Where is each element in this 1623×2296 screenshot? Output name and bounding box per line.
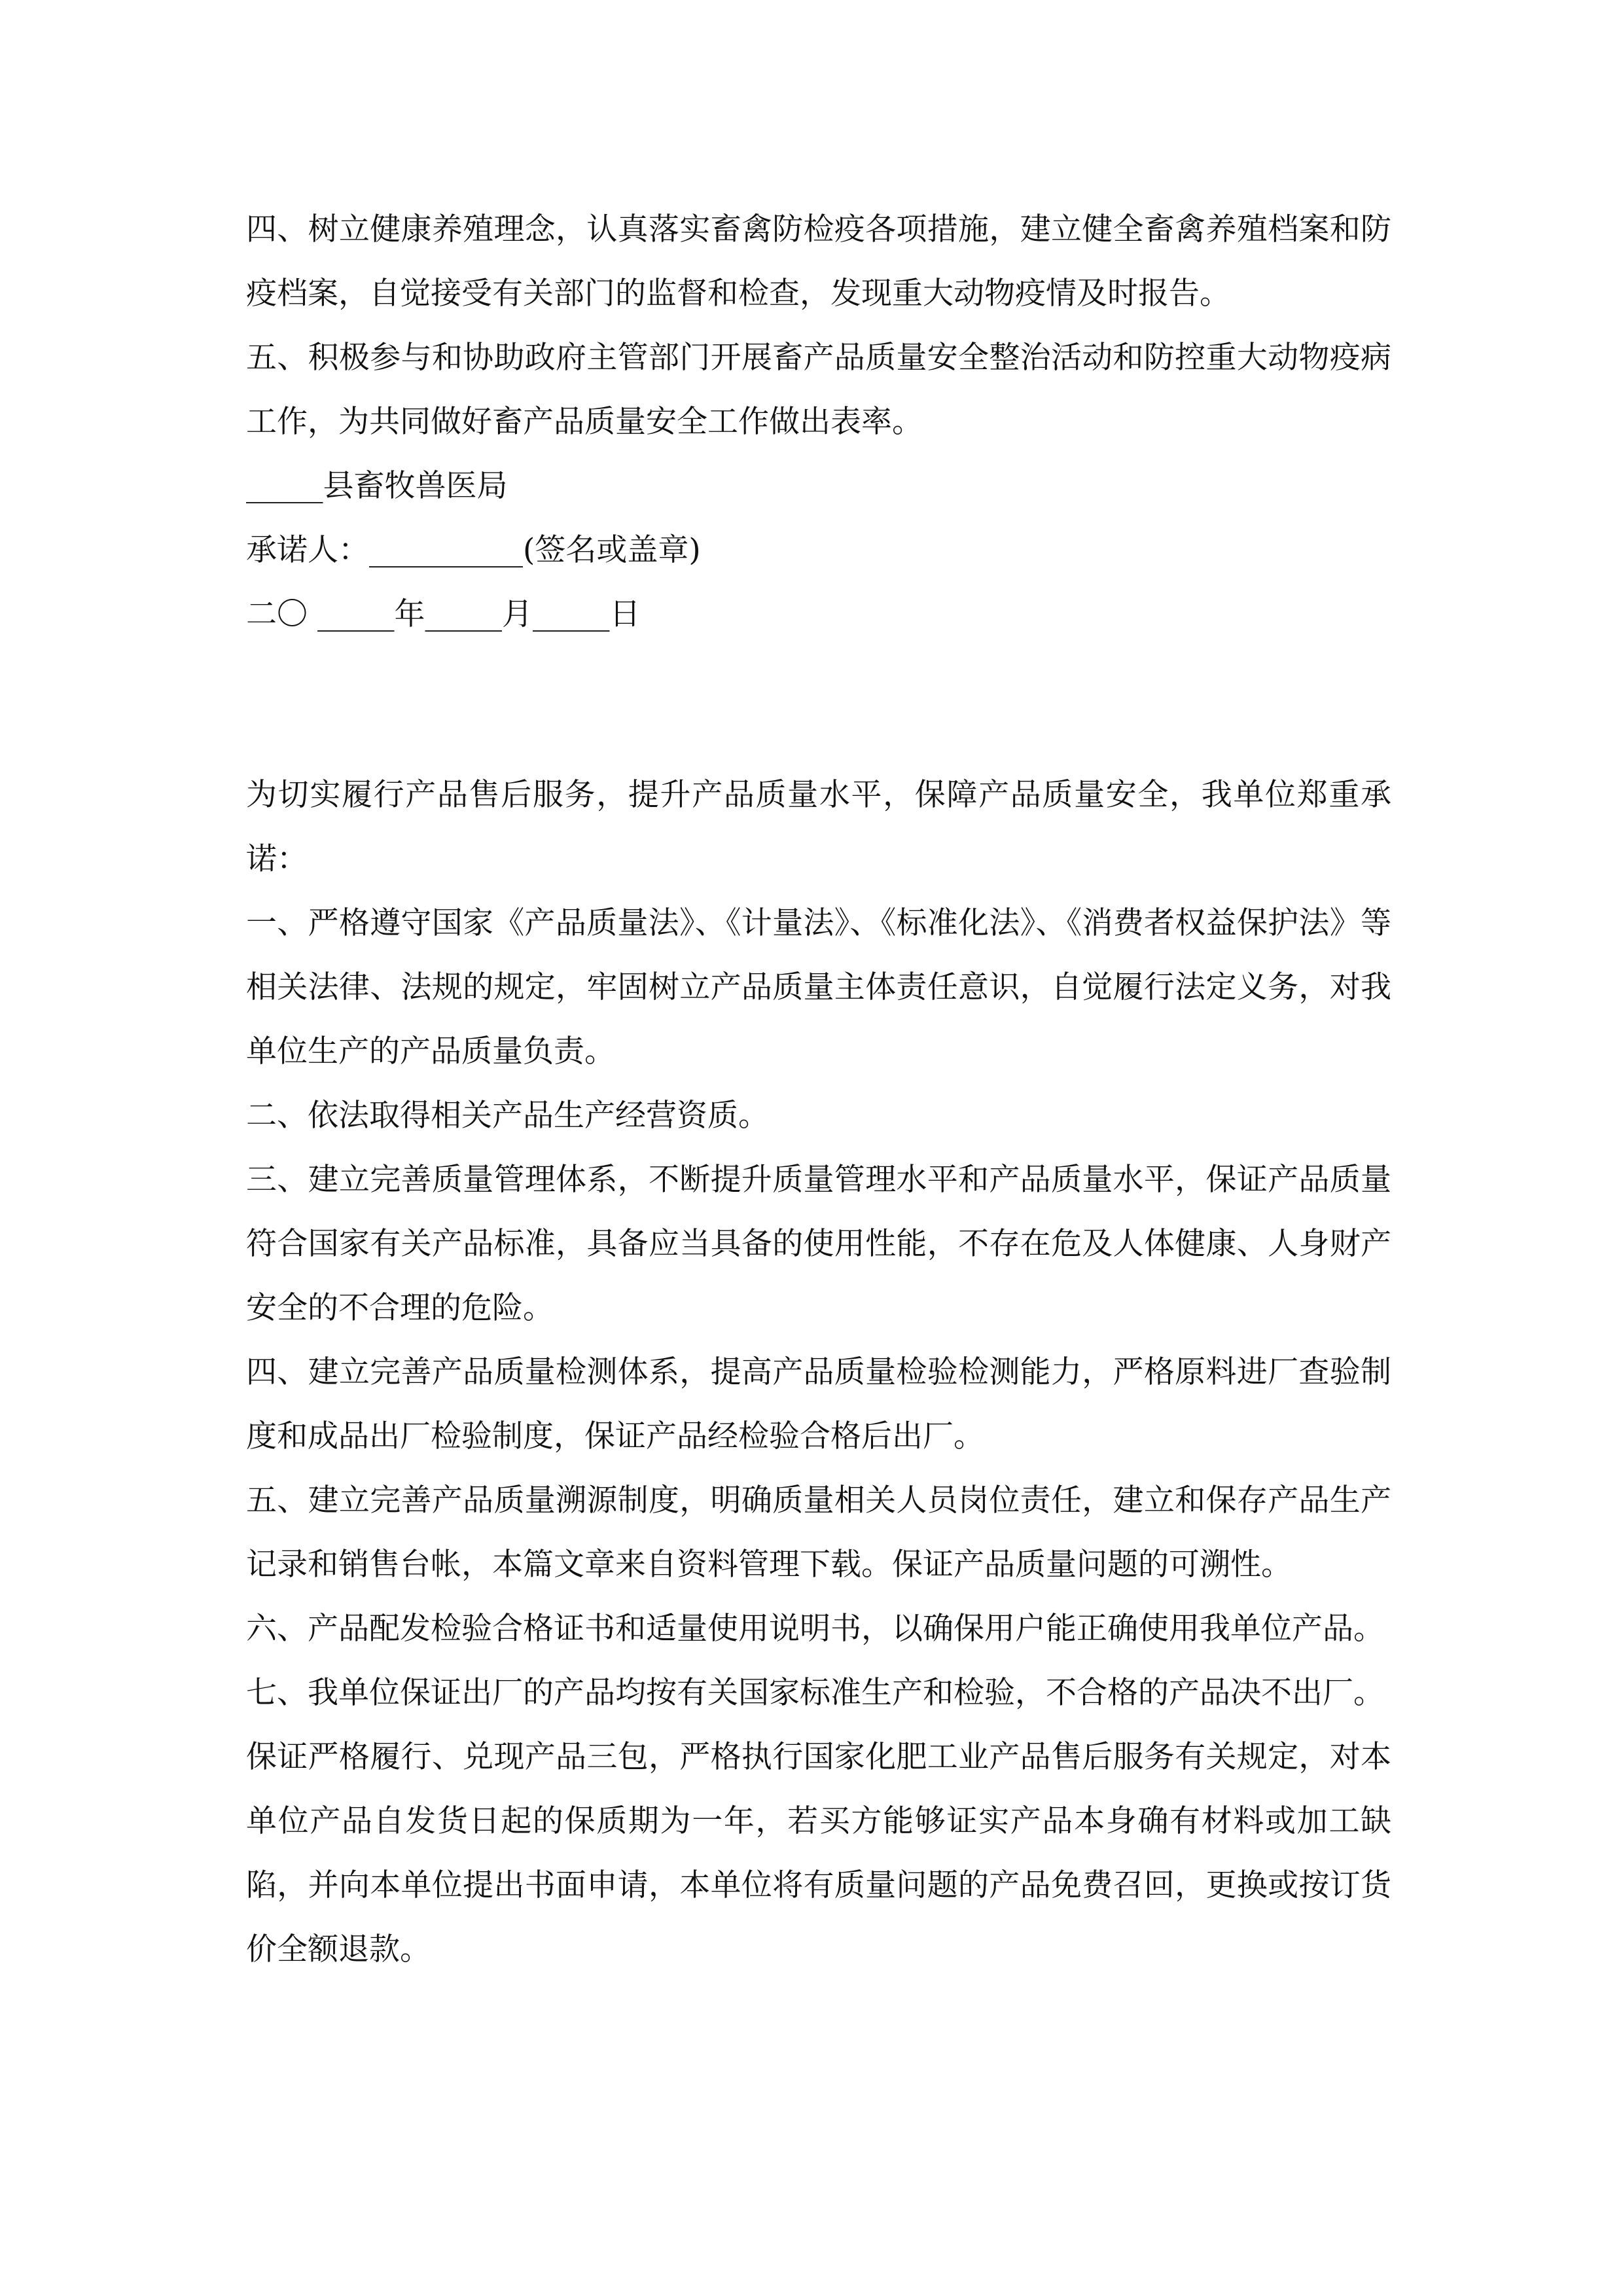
quality-item-4: 四、建立完善产品质量检测体系，提高产品质量检验检测能力，严格原料进厂查验制度和成品出厂检验制度，保证产品经检验合格后出厂。 xyxy=(246,1354,1391,1454)
quality-item-6: 六、产品配发检验合格证书和适量使用说明书，以确保用户能正确使用我单位产品。 xyxy=(246,1611,1384,1647)
section-spacer xyxy=(246,647,1391,763)
paragraph-livestock-4: 四、树立健康养殖理念，认真落实畜禽防检疫各项措施，建立健全畜禽养殖档案和防疫档案，自觉接受有关部门的监督和检查，发现重大动物疫情及时报告。 xyxy=(246,211,1391,312)
quality-item-1: 一、严格遵守国家《产品质量法》、《计量法》、《标准化法》、《消费者权益保护法》等相关法律、法规的规定，牢固树立产品质量主体责任意识，自觉履行法定义务，对我单位生产的产品质量负责。 xyxy=(246,905,1391,1069)
date-line: 二〇 _____年_____月_____日 xyxy=(246,596,641,632)
document-body xyxy=(246,198,1391,1982)
quality-item-7: 七、我单位保证出厂的产品均按有关国家标准生产和检验，不合格的产品决不出厂。 xyxy=(246,1675,1384,1711)
quality-intro: 为切实履行产品售后服务，提升产品质量水平，保障产品质量安全，我单位郑重承诺： xyxy=(246,777,1391,877)
quality-item-2: 二、依法取得相关产品生产经营资质。 xyxy=(246,1098,769,1134)
warranty-paragraph: 保证严格履行、兑现产品三包，严格执行国家化肥工业产品售后服务有关规定，对本单位产品自发货日起的保质期为一年，若买方能够证实产品本身确有材料或加工缺陷，并向本单位提出书面申请，本单位将有质量问题的产品免费召回，更换或按订货价全额退款。 xyxy=(246,1739,1391,1967)
paragraph-livestock-5: 五、积极参与和协助政府主管部门开展畜产品质量安全整治活动和防控重大动物疫病工作，为共同做好畜产品质量安全工作做出表率。 xyxy=(246,340,1391,440)
quality-item-5: 五、建立完善产品质量溯源制度，明确质量相关人员岗位责任，建立和保存产品生产记录和销售台帐，本篇文章来自资料管理下载。保证产品质量问题的可溯性。 xyxy=(246,1482,1391,1583)
quality-item-3: 三、建立完善质量管理体系，不断提升质量管理水平和产品质量水平，保证产品质量符合国家有关产品标准，具备应当具备的使用性能，不存在危及人体健康、人身财产安全的不合理的危险。 xyxy=(246,1162,1391,1326)
issuer-bureau: _____县畜牧兽医局 xyxy=(246,468,508,504)
signature-line: 承诺人：__________(签名或盖章) xyxy=(246,532,701,568)
